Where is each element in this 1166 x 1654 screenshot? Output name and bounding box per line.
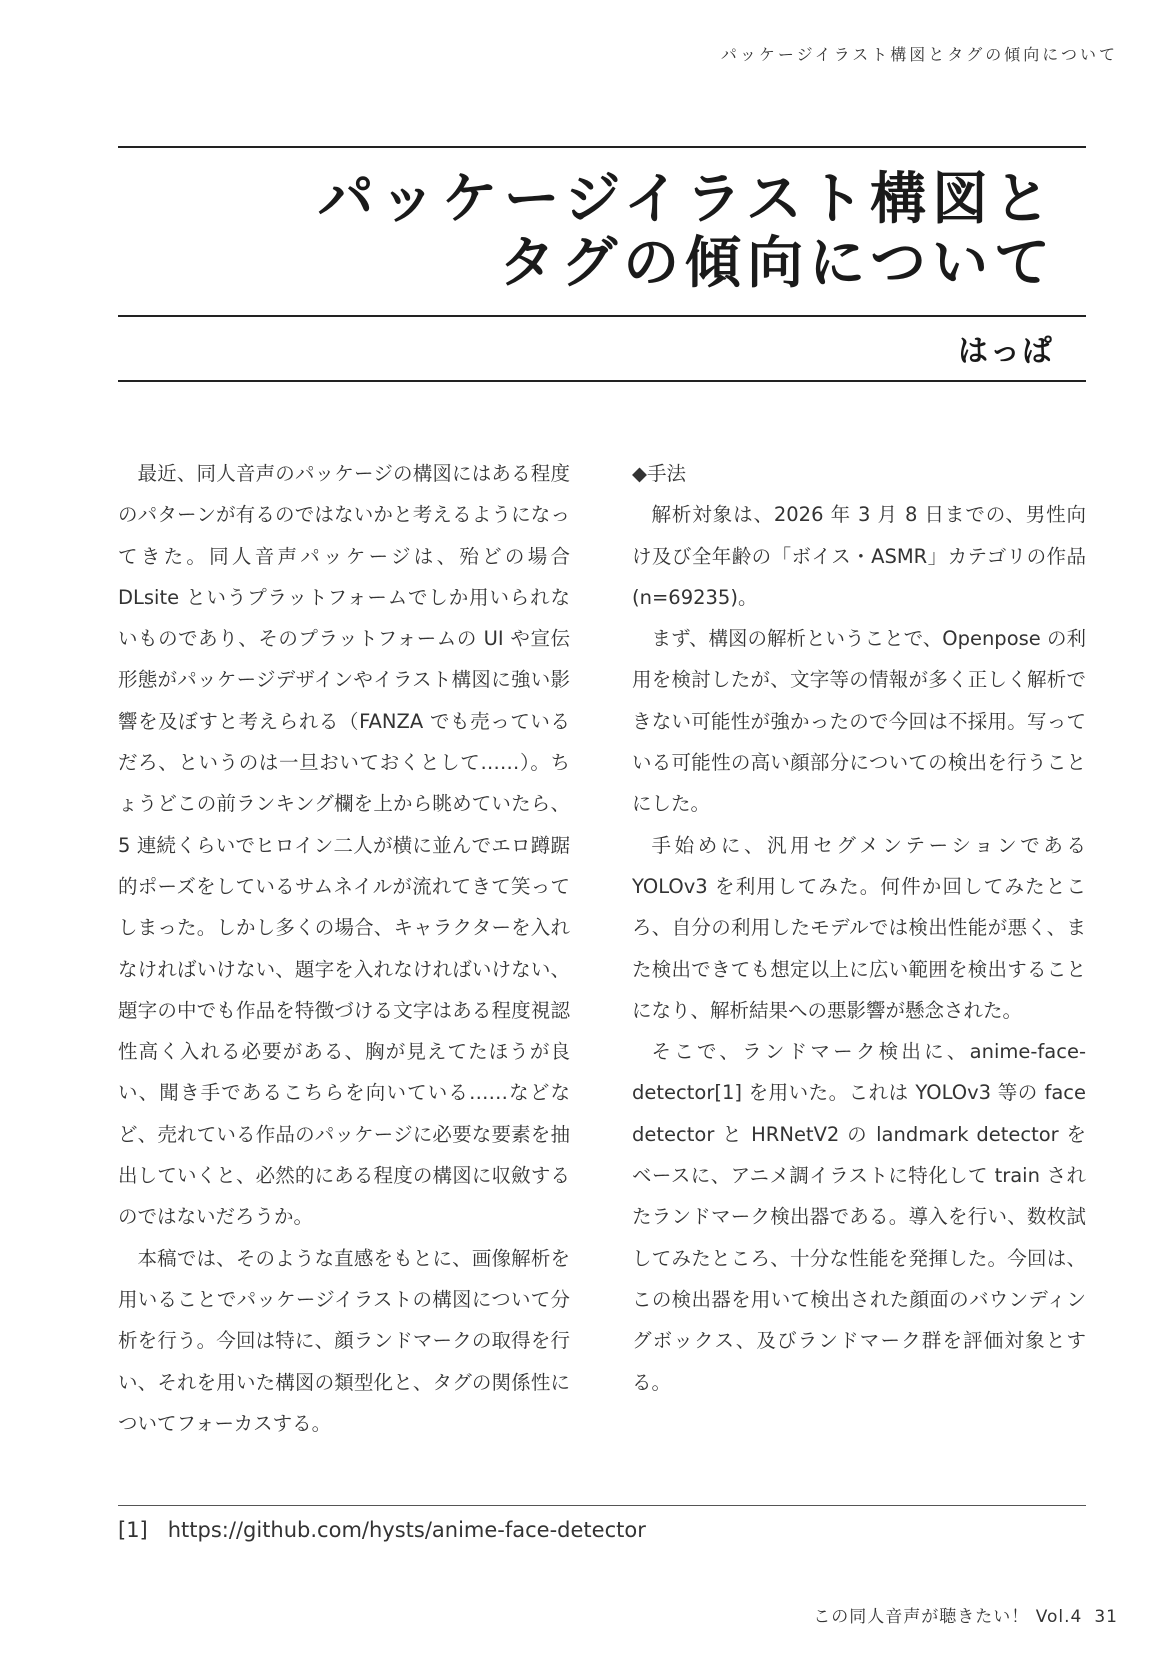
- publication-title: この同人音声が聴きたい！ Vol.4: [813, 1607, 1083, 1627]
- footnote-mark: [1]: [118, 1518, 148, 1542]
- section-heading: ◆手法: [632, 462, 686, 485]
- body-paragraph: 最近、同人音声のパッケージの構図にはある程度のパターンが有るのではないかと考えるようになってきた。同人音声パッケージは、殆どの場合 DLsite というプラットフォームでしか用いられないものであり、そのプラットフォームの UI や宣伝形態がパッケージデザインやイラスト構図に強い影響を及ぼすと考えられる（FANZA でも売っているだろ、というのは一旦おいておくとして……）。ちょうどこの前ランキング欄を上から眺めていたら、5 連続くらいでヒロイン二人が横に並んでエロ蹲踞的ポーズをしているサムネイルが流れてきて笑ってしまった。しかし多くの場合、キャラクターを入れなければいけない、題字を入れなければいけない、題字の中でも作品を特徴づける文字はある程度視認性高く入れる必要がある、胸が見えてたほうが良い、聞き手であるこちらを向いている……などなど、売れている作品のパッケージに必要な要素を抽出していくと、必然的にある程度の構図に収斂するのではないだろうか。: [118, 462, 570, 1229]
- running-header: パッケージイラスト構図とタグの傾向について: [720, 45, 1118, 64]
- body-paragraph: まず、構図の解析ということで、Openpose の利用を検討したが、文字等の情報が多く正しく解析できない可能性が強かったので今回は不採用。写っている可能性の高い顔部分についての検出を行うことにした。: [632, 627, 1086, 816]
- body-paragraph: 手始めに、汎用セグメンテーションである YOLOv3 を利用してみた。何件か回してみたところ、自分の利用したモデルでは検出性能が悪く、また検出できても想定以上に広い範囲を検出することになり、解析結果への悪影響が懸念された。: [632, 833, 1086, 1022]
- footnote: [118, 1518, 646, 1542]
- right-column: [632, 453, 1086, 1403]
- body-paragraph: そこで、ランドマーク検出に、anime-face-detector[1] を用いた。これは YOLOv3 等の face detector と HRNetV2 の landmark detector をベースに、アニメ調イラストに特化して train されたランドマーク検出器である。導入を行い、数枚試してみたところ、十分な性能を発揮した。今回は、この検出器を用いて検出された顔面のバウンディングボックス、及びランドマーク群を評価対象とする。: [632, 1040, 1086, 1394]
- author-bottom-rule: [118, 380, 1086, 382]
- body-paragraph: 解析対象は、2026 年 3 月 8 日までの、男性向け及び全年齢の「ボイス・ASMR」カテゴリの作品 (n=69235)。: [632, 503, 1086, 609]
- footnote-rule: [118, 1505, 1086, 1506]
- left-column: [118, 453, 570, 1444]
- title-top-rule: [118, 146, 1086, 148]
- page-number: 31: [1094, 1607, 1118, 1627]
- body-paragraph: 本稿では、そのような直感をもとに、画像解析を用いることでパッケージイラストの構図について分析を行う。今回は特に、顔ランドマークの取得を行い、それを用いた構図の類型化と、タグの関係性についてフォーカスする。: [118, 1246, 570, 1435]
- footnote-link[interactable]: https://github.com/hysts/anime-face-detector: [167, 1518, 646, 1542]
- title-line-2: タグの傾向について: [499, 231, 1056, 296]
- author-name: はっぱ: [958, 334, 1054, 369]
- title-line-1: パッケージイラスト構図と: [317, 167, 1056, 232]
- page-footer: [813, 1602, 1118, 1627]
- title-bottom-rule: [118, 315, 1086, 317]
- article-title: [318, 168, 1056, 296]
